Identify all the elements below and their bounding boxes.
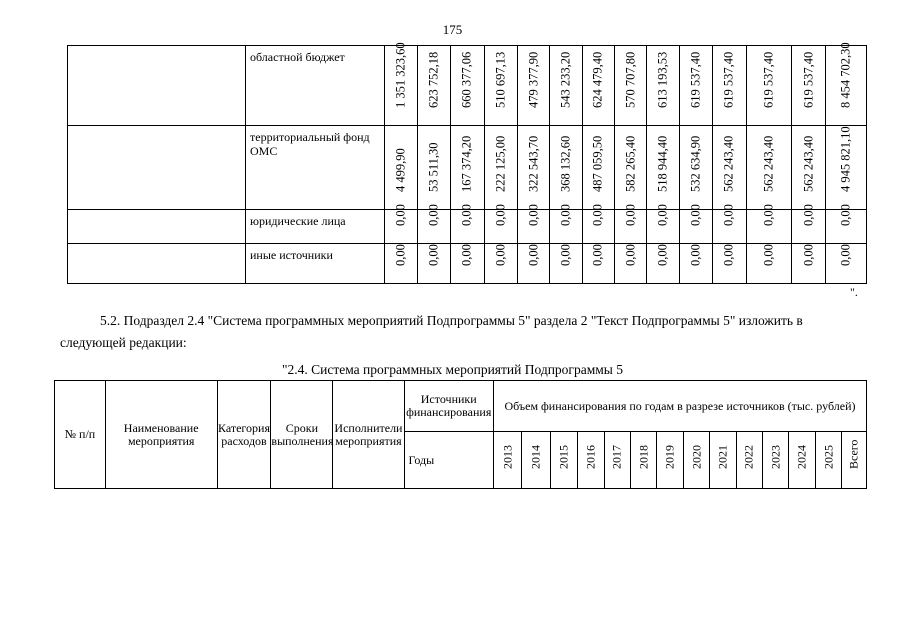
year-label: 2013 — [500, 445, 515, 469]
value-cell — [417, 126, 450, 210]
value-cell — [746, 244, 792, 284]
value-cell — [746, 204, 792, 244]
value-text: 518 944,40 — [655, 135, 670, 192]
year-label: 2022 — [741, 445, 756, 469]
value-cell — [792, 46, 826, 126]
value-cell — [826, 204, 867, 244]
col-years-label: Годы — [404, 432, 493, 489]
value-text: 0,00 — [838, 204, 853, 226]
year-header — [493, 432, 521, 489]
value-text: 4 499,90 — [393, 148, 408, 192]
value-text: 623 752,18 — [426, 51, 441, 108]
value-text: 0,00 — [459, 244, 474, 266]
value-text: 0,00 — [688, 204, 703, 226]
value-cell — [647, 204, 679, 244]
value-cell — [826, 42, 867, 126]
value-text: 322 543,70 — [526, 135, 541, 192]
value-cell — [615, 126, 647, 210]
value-cell — [826, 244, 867, 284]
year-label: 2016 — [583, 445, 598, 469]
value-cell — [417, 244, 450, 284]
value-cell — [713, 126, 746, 210]
value-text: 53 511,30 — [426, 142, 441, 192]
value-text: 0,00 — [801, 204, 816, 226]
table-row — [68, 244, 867, 284]
value-cell — [451, 126, 484, 210]
value-text: 368 132,60 — [558, 135, 573, 192]
table-row — [68, 210, 867, 244]
col-sources-header: Источники финансирования — [404, 381, 493, 432]
value-text: 0,00 — [655, 244, 670, 266]
value-text: 619 537,40 — [721, 51, 736, 108]
value-text: 532 634,90 — [688, 135, 703, 192]
year-header — [842, 432, 867, 489]
funding-source-label: иные источники — [246, 244, 385, 284]
col-terms-header: Сроки выполнения — [271, 381, 333, 489]
value-cell — [615, 244, 647, 284]
value-text: 1 351 323,60 — [393, 42, 408, 108]
value-cell — [451, 46, 484, 126]
col-executors-header: Исполнители мероприятия — [333, 381, 404, 489]
value-text: 0,00 — [623, 204, 638, 226]
value-cell — [582, 204, 614, 244]
value-text: 0,00 — [393, 204, 408, 226]
value-cell — [746, 126, 792, 210]
value-cell — [417, 46, 450, 126]
value-cell — [679, 46, 712, 126]
value-text: 0,00 — [393, 244, 408, 266]
year-header — [604, 432, 630, 489]
value-text: 0,00 — [558, 204, 573, 226]
closing-quote: ". — [850, 285, 858, 299]
value-cell — [713, 46, 746, 126]
program-header-table — [54, 380, 867, 489]
value-text: 660 377,06 — [459, 51, 474, 108]
year-label: 2024 — [794, 445, 809, 469]
year-label: 2019 — [662, 445, 677, 469]
year-header — [522, 432, 550, 489]
budget-table — [67, 42, 867, 284]
year-label: 2025 — [821, 445, 836, 469]
value-text: 0,00 — [558, 244, 573, 266]
value-cell — [484, 46, 517, 126]
value-text: 222 125,00 — [493, 135, 508, 192]
year-header — [736, 432, 762, 489]
section-caption: "2.4. Система программных мероприятий Подпрограммы 5 — [281, 362, 623, 377]
value-text: 619 537,40 — [761, 51, 776, 108]
value-text: 0,00 — [761, 204, 776, 226]
value-cell — [451, 244, 484, 284]
value-text: 0,00 — [721, 204, 736, 226]
table-row — [68, 46, 867, 126]
year-header — [815, 432, 841, 489]
value-text: 0,00 — [493, 244, 508, 266]
empty-cell — [68, 126, 246, 210]
value-cell — [792, 204, 826, 244]
year-label: 2020 — [689, 445, 704, 469]
value-cell — [792, 126, 826, 210]
value-text: 0,00 — [590, 244, 605, 266]
value-cell — [484, 126, 517, 210]
value-text: 570 707,80 — [623, 51, 638, 108]
year-header — [683, 432, 709, 489]
year-header — [550, 432, 577, 489]
year-label: 2017 — [609, 445, 624, 469]
value-text: 0,00 — [459, 204, 474, 226]
value-cell — [384, 204, 417, 244]
value-text: 167 374,20 — [459, 135, 474, 192]
year-label: 2015 — [556, 445, 571, 469]
value-cell — [550, 126, 582, 210]
year-label: 2023 — [768, 445, 783, 469]
value-text: 479 377,90 — [526, 51, 541, 108]
year-header — [657, 432, 683, 489]
value-cell — [518, 126, 550, 210]
value-cell — [484, 244, 517, 284]
table-row — [68, 126, 867, 210]
value-cell — [518, 46, 550, 126]
value-text: 624 479,40 — [590, 51, 605, 108]
value-cell — [550, 244, 582, 284]
value-cell — [713, 244, 746, 284]
value-text: 582 265,40 — [623, 135, 638, 192]
value-text: 619 537,40 — [801, 51, 816, 108]
value-cell — [647, 46, 679, 126]
value-text: 0,00 — [801, 244, 816, 266]
value-cell — [451, 204, 484, 244]
value-text: 0,00 — [526, 204, 541, 226]
year-label: 2021 — [715, 445, 730, 469]
col-number-header: № п/п — [55, 381, 106, 489]
value-text: 619 537,40 — [688, 51, 703, 108]
value-cell — [582, 126, 614, 210]
value-cell — [484, 204, 517, 244]
funding-source-label: юридические лица — [246, 210, 385, 244]
year-header — [631, 432, 657, 489]
value-text: 562 243,40 — [721, 135, 736, 192]
amendment-paragraph: 5.2. Подраздел 2.4 "Система программных мероприятий Подпрограммы 5" раздела 2 "Текст Подпрограммы 5" изложить в следующей редакции: — [60, 313, 803, 350]
value-cell — [746, 46, 792, 126]
value-text: 0,00 — [493, 204, 508, 226]
year-label: Всего — [846, 439, 861, 469]
value-text: 0,00 — [623, 244, 638, 266]
col-name-header: Наименование мероприятия — [105, 381, 217, 489]
value-cell — [679, 126, 712, 210]
value-text: 0,00 — [526, 244, 541, 266]
value-cell — [384, 42, 417, 126]
year-label: 2014 — [528, 445, 543, 469]
value-cell — [647, 126, 679, 210]
value-cell — [518, 244, 550, 284]
value-cell — [417, 204, 450, 244]
year-header — [789, 432, 815, 489]
value-text: 0,00 — [761, 244, 776, 266]
value-text: 8 454 702,30 — [838, 42, 853, 108]
value-cell — [550, 46, 582, 126]
value-text: 0,00 — [590, 204, 605, 226]
funding-source-label: территориальный фонд ОМС — [246, 126, 385, 210]
value-cell — [826, 126, 867, 210]
value-cell — [647, 244, 679, 284]
empty-cell — [68, 210, 246, 244]
col-volume-header: Объем финансирования по годам в разрезе источников (тыс. рублей) — [493, 381, 866, 432]
value-text: 0,00 — [655, 204, 670, 226]
value-cell — [518, 204, 550, 244]
col-category-header: Категория расходов — [217, 381, 271, 489]
value-cell — [792, 244, 826, 284]
value-text: 0,00 — [721, 244, 736, 266]
value-text: 487 059,50 — [590, 135, 605, 192]
empty-cell — [68, 244, 246, 284]
value-text: 4 945 821,10 — [838, 126, 853, 192]
value-cell — [384, 126, 417, 210]
value-cell — [615, 46, 647, 126]
year-label: 2018 — [636, 445, 651, 469]
value-cell — [615, 204, 647, 244]
value-cell — [582, 46, 614, 126]
value-text: 613 193,53 — [655, 51, 670, 108]
value-text: 0,00 — [426, 204, 441, 226]
page-number: 175 — [442, 22, 463, 37]
value-text: 0,00 — [688, 244, 703, 266]
value-cell — [713, 204, 746, 244]
year-header — [763, 432, 789, 489]
funding-source-label: областной бюджет — [246, 46, 385, 126]
value-cell — [384, 244, 417, 284]
value-text: 543 233,20 — [558, 51, 573, 108]
value-text: 0,00 — [838, 244, 853, 266]
value-text: 510 697,13 — [493, 51, 508, 108]
value-cell — [550, 204, 582, 244]
value-cell — [679, 244, 712, 284]
value-text: 0,00 — [426, 244, 441, 266]
value-cell — [679, 204, 712, 244]
year-header — [710, 432, 736, 489]
empty-cell — [68, 46, 246, 126]
value-cell — [582, 244, 614, 284]
year-header — [578, 432, 604, 489]
value-text: 562 243,40 — [801, 135, 816, 192]
value-text: 562 243,40 — [761, 135, 776, 192]
